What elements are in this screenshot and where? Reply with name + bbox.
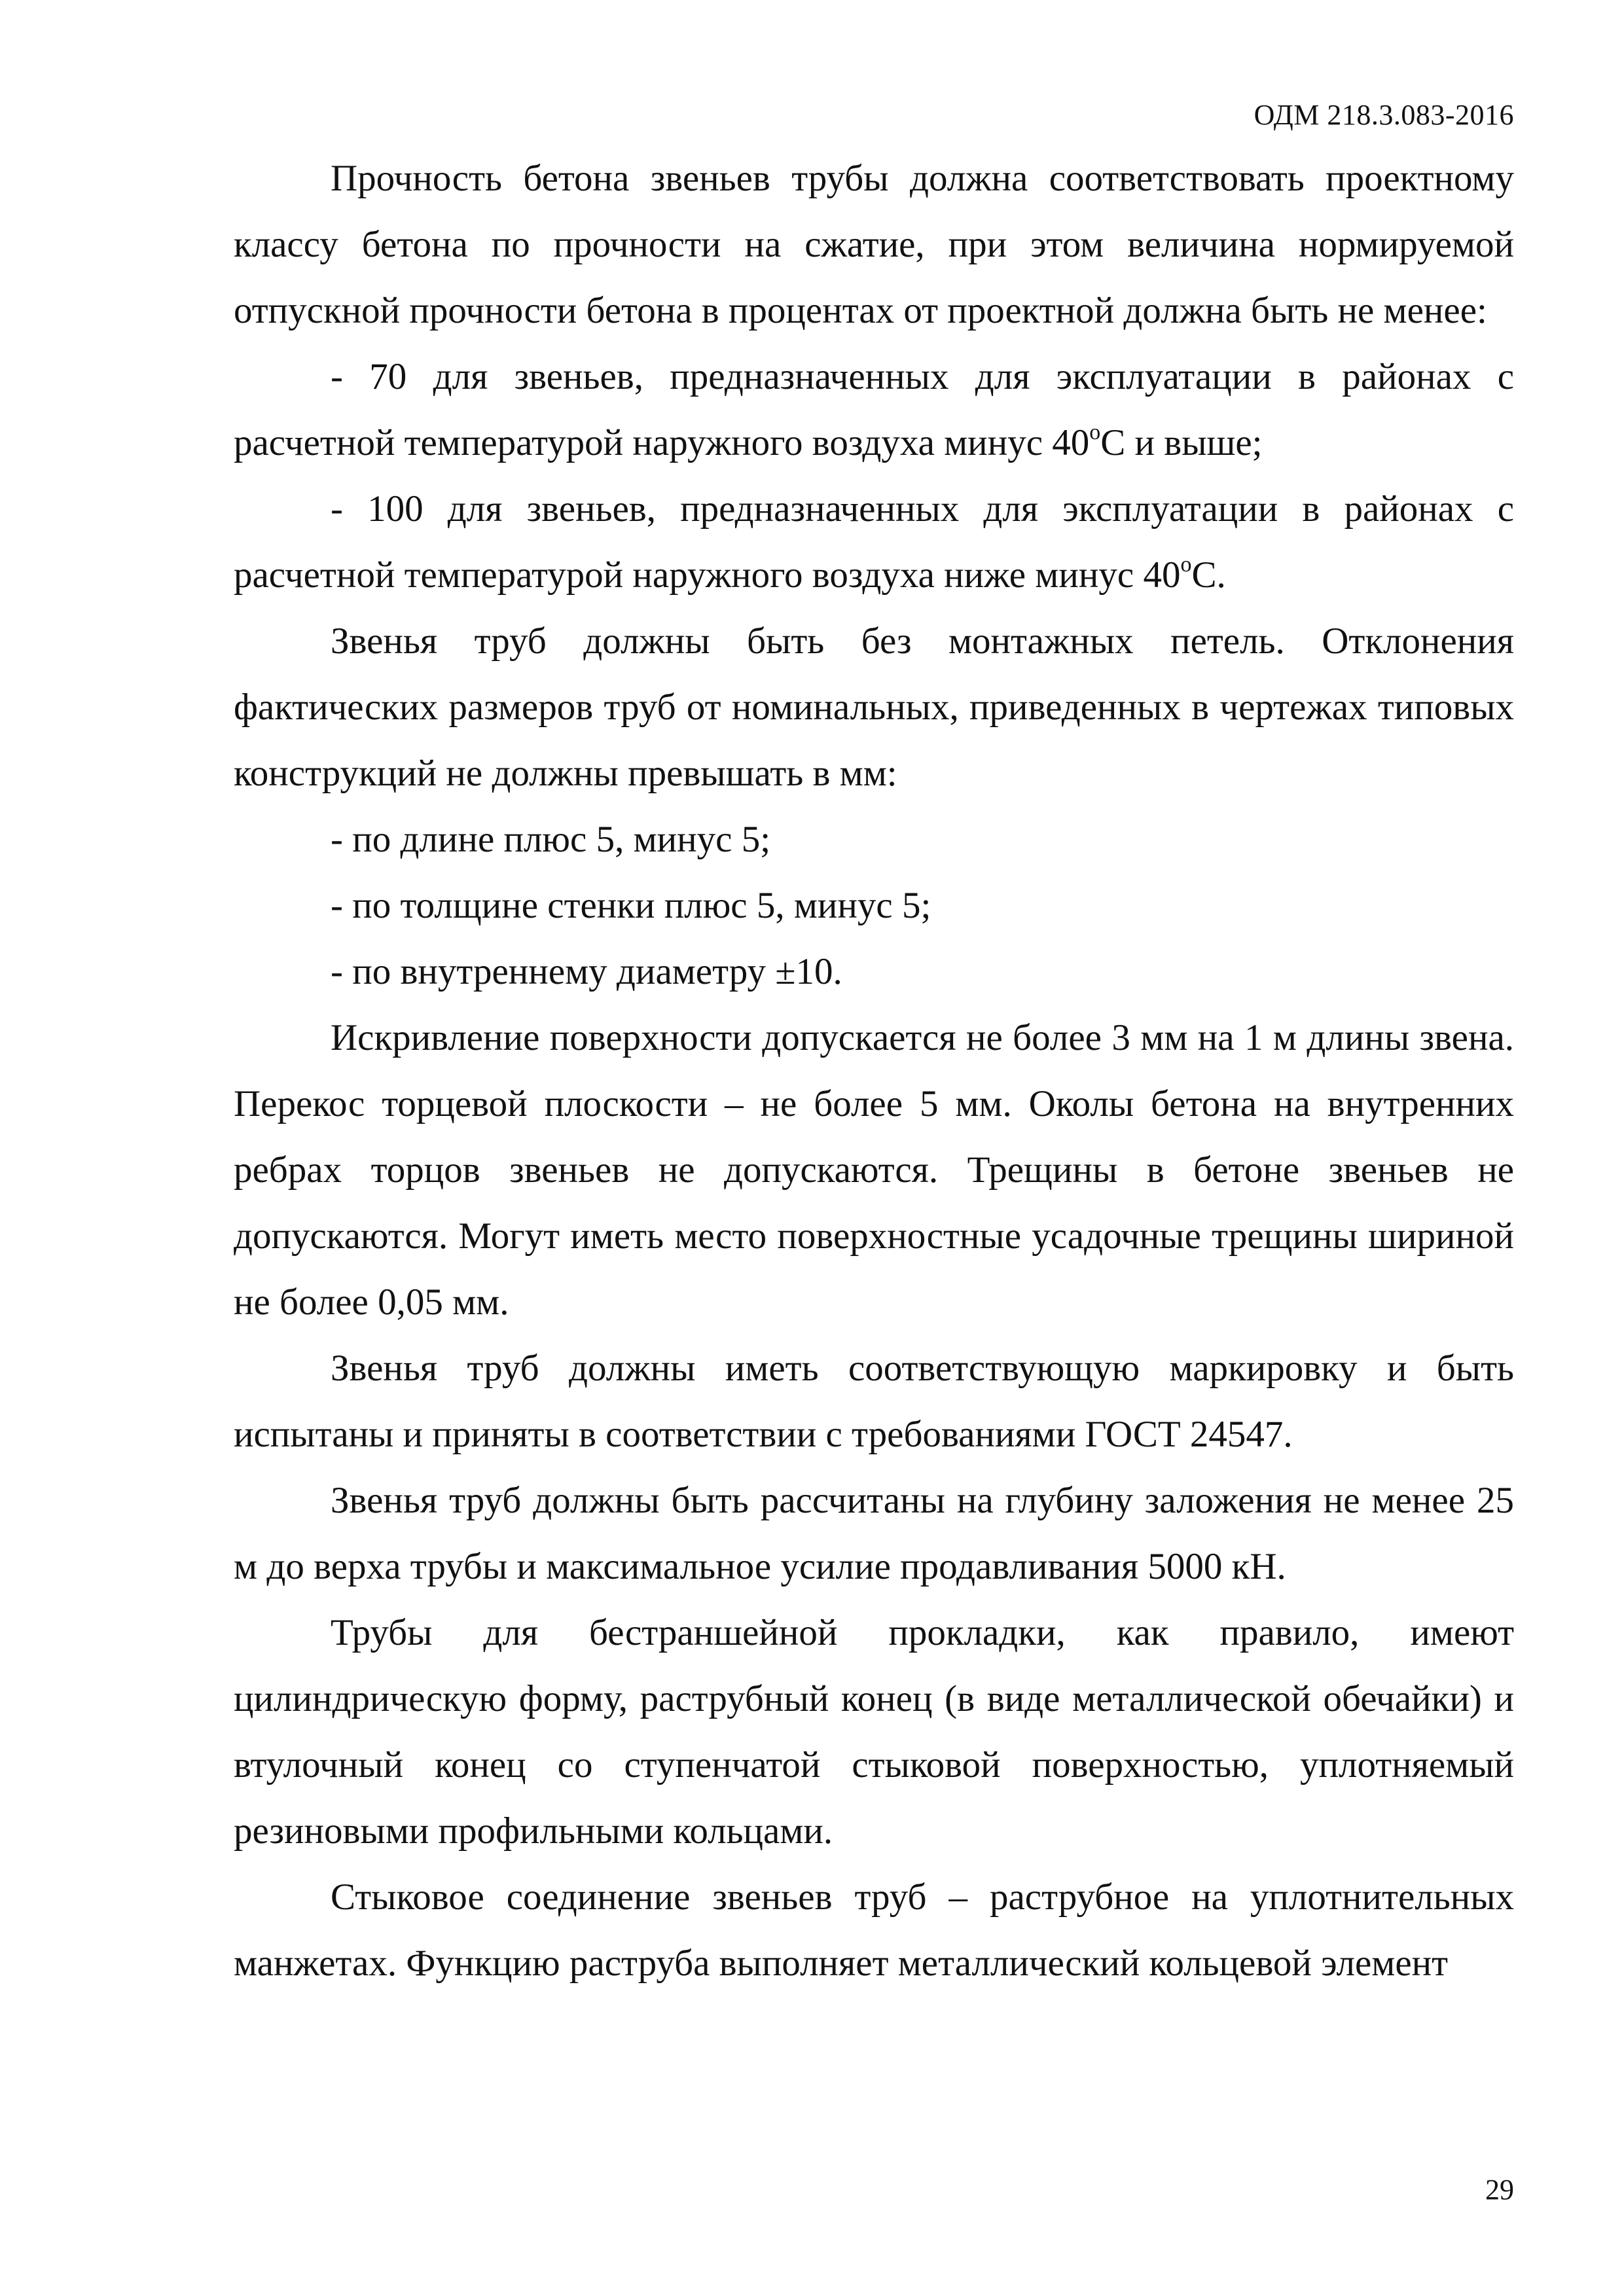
page-number: 29 bbox=[1485, 2174, 1514, 2206]
paragraph-list-item-70: - 70 для звеньев, предназначенных для эксплуатации в районах с расчетной температурой наружного воздуха минус $40^оС$ и выше; bbox=[234, 356, 1514, 463]
paragraph-list-item-100: - 100 для звеньев, предназначенных для эксплуатации в районах с расчетной температурой наружного воздуха ниже минус $40^оС$. bbox=[234, 488, 1514, 596]
paragraph-joint-connection: Стыковое соединение звеньев труб – раструбное на уплотнительных манжетах. Функцию раструба выполняет металлический кольцевой элемент bbox=[234, 1876, 1514, 1984]
paragraph-trenchless-pipes: Трубы для бестраншейной прокладки, как правило, имеют цилиндрическую форму, раструбный конец (в виде металлической обечайки) и втулочный конец со ступенчатой стыковой поверхностью, уплотняемый резиновыми профильными кольцами. bbox=[234, 1612, 1514, 1852]
document-code: ОДМ 218.3.083-2016 bbox=[1254, 99, 1514, 131]
degree-superscript: о bbox=[1180, 552, 1192, 577]
body-text bbox=[234, 145, 1514, 1996]
paragraph-length-tolerance: - по длине плюс 5, минус 5; bbox=[331, 819, 771, 860]
paragraph-diameter-tolerance: - по внутреннему диаметру ±10. bbox=[331, 951, 842, 992]
paragraph-marking: Звенья труб должны иметь соответствующую маркировку и быть испытаны и приняты в соответствии с требованиями ГОСТ 24547. bbox=[234, 1348, 1514, 1455]
degree-superscript: о bbox=[1089, 420, 1101, 444]
paragraph-surface-defects: Искривление поверхности допускается не более 3 мм на 1 м длины звена. Перекос торцевой плоскости – не более 5 мм. Околы бетона на внутренних ребрах торцов звеньев не допускаются. Трещины в бетоне звеньев не допускаются. Могут иметь место поверхностные усадочные трещины шириной не более 0,05 мм. bbox=[234, 1017, 1514, 1323]
paragraph-wall-tolerance: - по толщине стенки плюс 5, минус 5; bbox=[331, 885, 931, 926]
paragraph-concrete-strength: Прочность бетона звеньев трубы должна соответствовать проектному классу бетона по прочности на сжатие, при этом величина нормируемой отпускной прочности бетона в процентах от проектной должна быть не менее: bbox=[234, 158, 1514, 331]
paragraph-depth-load: Звенья труб должны быть рассчитаны на глубину заложения не менее 25 м до верха трубы и максимальное усилие продавливания 5000 кН. bbox=[234, 1480, 1514, 1587]
paragraph-pipe-deviations: Звенья труб должны быть без монтажных петель. Отклонения фактических размеров труб от номинальных, приведенных в чертежах типовых конструкций не должны превышать в мм: bbox=[234, 620, 1514, 794]
